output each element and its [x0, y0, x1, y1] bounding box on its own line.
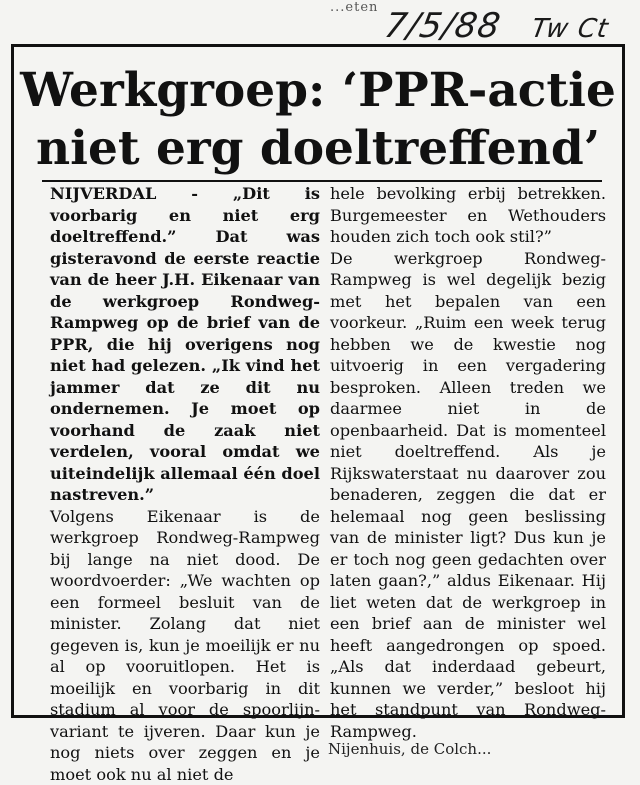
article-column-left: [50, 183, 320, 785]
headline-line-1: Werkgroep: ‘PPR-actie: [20, 63, 616, 118]
article-paragraph: De werkgroep Rondweg-Rampweg is wel degelijk bezig met het bepalen van een voorkeur. „Ruim een week terug hebben we de kwestie nog uitvoerig in een vergadering besproken. Alleen treden we daarmee niet in de openbaarheid. Dat is momenteel niet doeltreffend. Als je Rijkswaterstaat nu daarover zou benaderen, zeggen die dat er helemaal nog geen beslissing van de minister ligt? Dus kun je er toch nog geen gedachten over laten gaan?,” aldus Eikenaar. Hij liet weten dat de werkgroep in een brief aan de minister wel heeft aangedrongen op spoed. „Als dat inderdaad gebeurt, kunnen we verder,” besloot hij het standpunt van Rondweg-Rampweg.: [330, 248, 606, 743]
article-paragraph: Volgens Eikenaar is de werkgroep Rondweg-Rampweg bij lange na niet dood. De woordvoerder: „We wachten op een formeel besluit van de minister. Zolang dat niet gegeven is, kun je moeilijk er nu al op vooruitlopen. Het is moeilijk en voorbarig in dit stadium al voor de spoorlijn-variant te ijveren. Daar kun je nog niets over zeggen en je moet ook nu al niet de: [50, 506, 320, 785]
next-article-fragment: Nijenhuis, de Colch...: [328, 740, 491, 758]
headline-divider: [42, 180, 602, 182]
article-lead: NIJVERDAL - „Dit is voorbarig en niet erg doeltreffend.” Dat was gisteravond de eerste reactie van de heer J.H. Eikenaar van de werkgroep Rondweg-Rampweg op de brief van de PPR, die hij overigens nog niet had gelezen. „Ik vind het jammer dat ze dit nu ondernemen. Je moet op voorhand de zaak niet verdelen, vooral omdat we uiteindelijk allemaal één doel nastreven.”: [50, 183, 320, 506]
article-column-right: [330, 183, 606, 742]
headline-line-2: niet erg doeltreffend’: [36, 121, 600, 176]
handwritten-initials: Tw Ct: [529, 14, 611, 44]
article-paragraph: hele bevolking erbij betrekken. Burgemeester en Wethouders houden zich toch ook stil?”: [330, 183, 606, 248]
handwritten-date: 7/5/88: [381, 6, 503, 46]
newspaper-clipping: [11, 44, 625, 718]
clipped-header-fragment: ...eten: [330, 0, 378, 15]
handwritten-annotation: [381, 6, 612, 46]
headline: [14, 62, 622, 178]
